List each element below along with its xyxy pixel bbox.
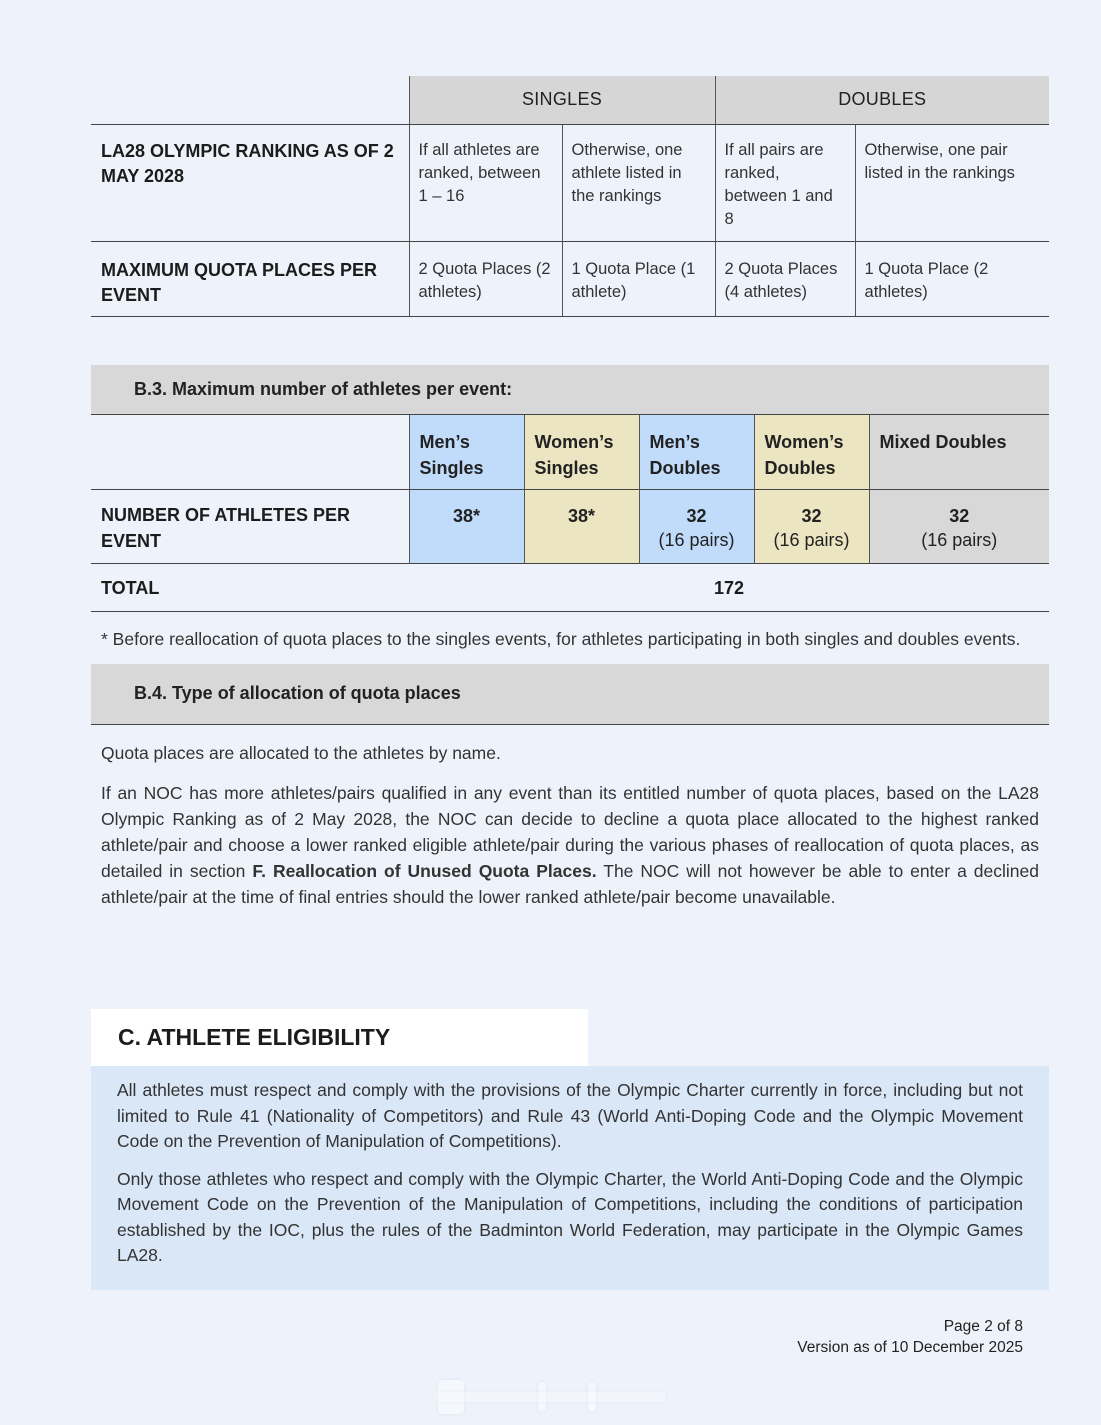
table-cell: If all athletes are ranked, between 1 – 16 xyxy=(409,124,562,241)
table-cell: 38* xyxy=(524,489,639,563)
singles-header: SINGLES xyxy=(409,76,715,124)
paragraph: Only those athletes who respect and comply with the Olympic Charter, the World Anti-Doping Code and the Olympic Movement Code on the Prevention of the Manipulation of Competitions, including the conditions of participation established by the IOC, plus the rules of the Badminton World Federation, may participate in the Olympic Games LA28. xyxy=(117,1168,1023,1265)
col-womens-doubles: Women’s Doubles xyxy=(754,415,869,490)
total-value: 172 xyxy=(409,563,1049,611)
row-label: LA28 OLYMPIC RANKING AS OF 2 MAY 2028 xyxy=(91,124,409,241)
table-cell: 1 Quota Place (1 athlete) xyxy=(562,241,715,316)
row-label: MAXIMUM QUOTA PLACES PER EVENT xyxy=(91,241,409,316)
table-header-row xyxy=(91,415,1049,490)
section-b4-heading: B.4. Type of allocation of quota places xyxy=(91,664,1049,725)
table-cell: 1 Quota Place (2 athletes) xyxy=(855,241,1049,316)
paragraph: Quota places are allocated to the athletes by name. xyxy=(101,742,501,763)
total-row xyxy=(91,563,1049,611)
table-cell: 2 Quota Places (4 athletes) xyxy=(715,241,855,316)
table-corner xyxy=(91,415,409,490)
table-row xyxy=(91,489,1049,563)
section-c-body xyxy=(91,1066,1049,1290)
ranking-quota-table xyxy=(91,76,1049,317)
section-b3 xyxy=(91,365,1049,664)
athletes-per-event-table xyxy=(91,415,1049,612)
scroll-handle[interactable] xyxy=(434,1378,666,1414)
section-c-heading: C. ATHLETE ELIGIBILITY xyxy=(91,1009,588,1066)
table-corner xyxy=(91,76,409,124)
table-cell: Otherwise, one pair listed in the rankings xyxy=(855,124,1049,241)
footnote: * Before reallocation of quota places to the singles events, for athletes participating in both singles and doubles events. xyxy=(101,628,1021,649)
table-cell: Otherwise, one athlete listed in the rankings xyxy=(562,124,715,241)
total-label: TOTAL xyxy=(91,563,409,611)
col-mens-singles: Men’s Singles xyxy=(409,415,524,490)
table-cell: 38* xyxy=(409,489,524,563)
table-row xyxy=(91,241,1049,316)
paragraph: All athletes must respect and comply with the provisions of the Olympic Charter currently in force, including but not limited to Rule 41 (Nationality of Competitors) and Rule 43 (World Anti-Doping Code and the Olympic Movement Code on the Prevention of Manipulation of Competitions). xyxy=(117,1080,1023,1151)
row-label: NUMBER OF ATHLETES PER EVENT xyxy=(91,489,409,563)
page-number: Page 2 of 8 xyxy=(943,1318,1023,1335)
section-b4 xyxy=(91,664,1049,910)
document-page xyxy=(91,76,1049,910)
version-date: Version as of 10 December 2025 xyxy=(797,1339,1023,1356)
col-mens-doubles: Men’s Doubles xyxy=(639,415,754,490)
section-b3-heading: B.3. Maximum number of athletes per event: xyxy=(91,365,1049,415)
paragraph: If an NOC has more athletes/pairs qualified in any event than its entitled number of quota places, based on the LA28 Olympic Ranking as of 2 May 2028, the NOC can decide to decline a quota place allocated to the highest ranked athlete/pair and choose a lower ranked eligible athlete/pair during the various phases of reallocation of quota places, as detailed in section F. Reallocation of Unused Quota Places. The NOC will not however be able to enter a declined athlete/pair at the time of final entries should the lower ranked athlete/pair become unavailable. xyxy=(101,782,1039,907)
table-cell: 32 (16 pairs) xyxy=(639,489,754,563)
table-cell: 32 (16 pairs) xyxy=(754,489,869,563)
table-cell: 32 (16 pairs) xyxy=(869,489,1049,563)
table-row xyxy=(91,124,1049,241)
col-mixed-doubles: Mixed Doubles xyxy=(869,415,1049,490)
section-reference: F. Reallocation of Unused Quota Places. xyxy=(252,860,597,881)
page-footer xyxy=(797,1316,1023,1358)
table-cell: 2 Quota Places (2 athletes) xyxy=(409,241,562,316)
col-womens-singles: Women’s Singles xyxy=(524,415,639,490)
doubles-header: DOUBLES xyxy=(715,76,1049,124)
table-cell: If all pairs are ranked, between 1 and 8 xyxy=(715,124,855,241)
